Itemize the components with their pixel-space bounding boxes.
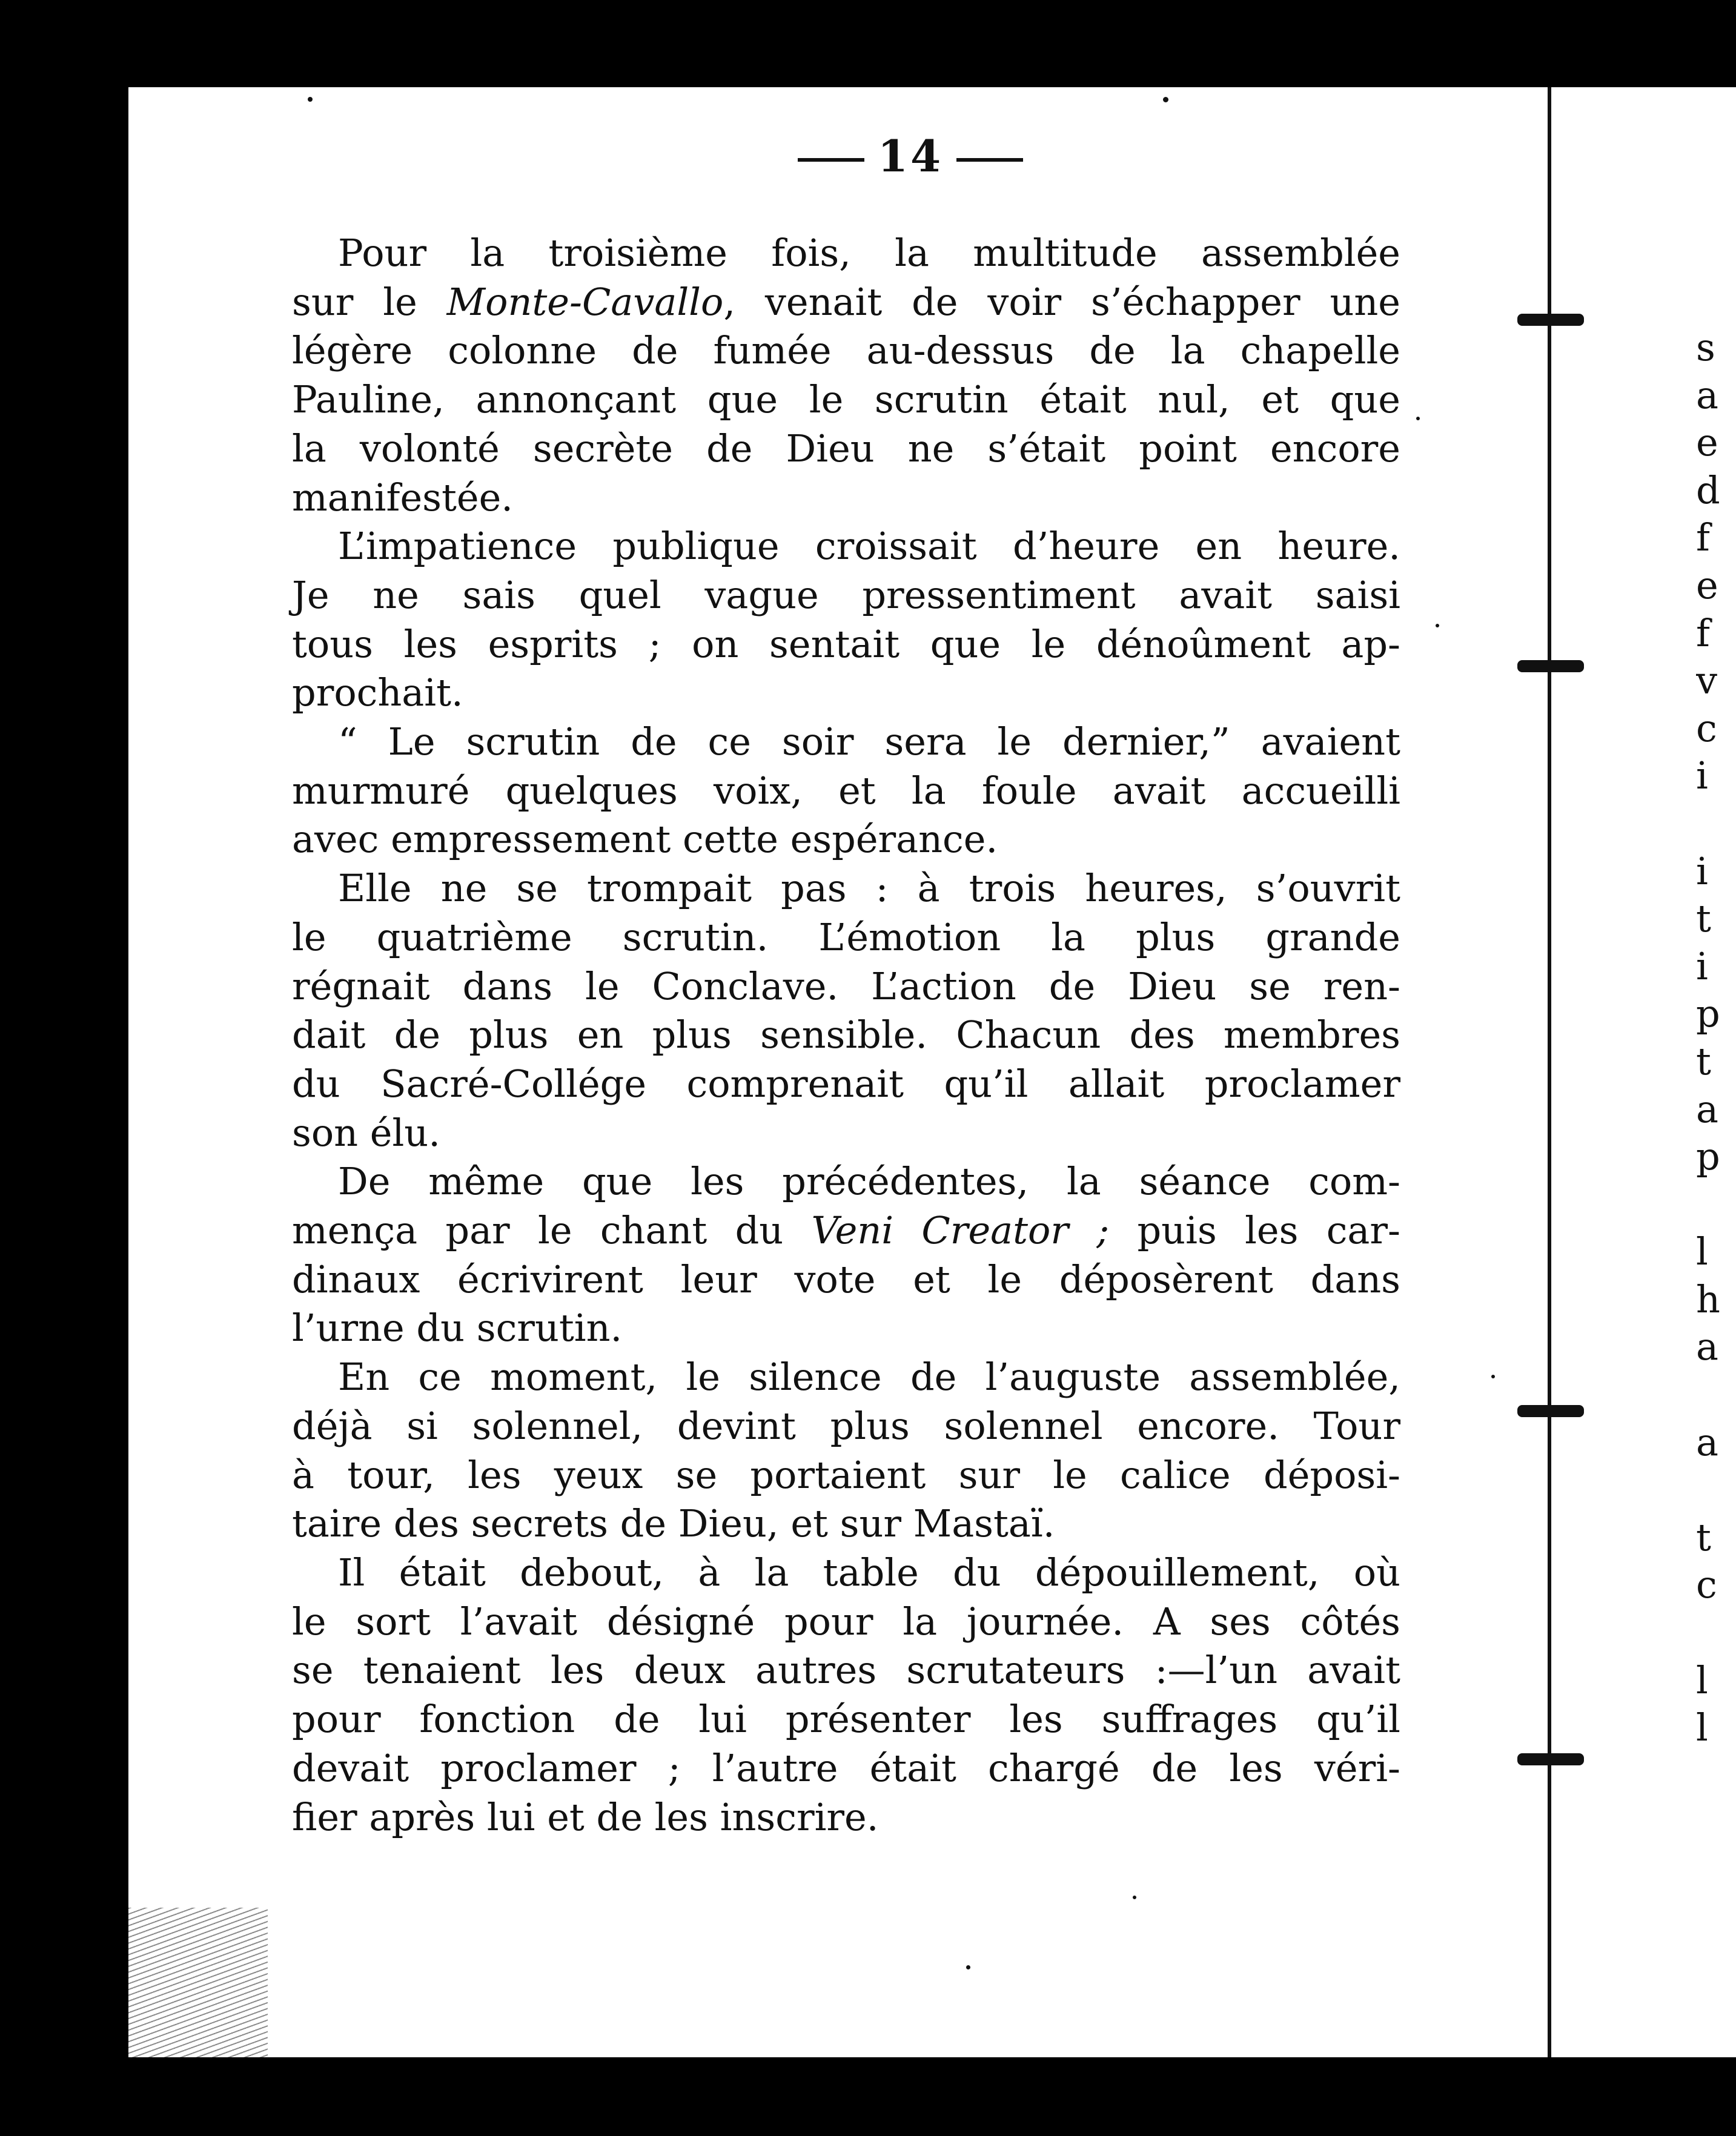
scan-speck — [1491, 1375, 1495, 1378]
gutter-mark — [1517, 1405, 1584, 1417]
text-line: la volonté secrète de Dieu ne s’était point encore — [292, 426, 1400, 471]
text-line: En ce moment, le silence de l’auguste assemblée, — [338, 1355, 1400, 1400]
adjacent-page-letter: c — [1696, 1562, 1717, 1607]
text-line: manifestée. — [292, 475, 513, 520]
italic-text: Monte-Cavallo — [446, 279, 724, 324]
text-line: l’urne du scrutin. — [292, 1306, 623, 1351]
adjacent-page-letter: h — [1696, 1277, 1720, 1321]
text-line: Je ne sais quel vague pressentiment avait saisi — [292, 572, 1400, 617]
adjacent-page-letter — [1696, 800, 1736, 848]
text-line: fier après lui et de les inscrire. — [292, 1794, 879, 1839]
adjacent-page-letter: s — [1696, 325, 1715, 369]
text-line: le quatrième scrutin. L’émotion la plus grande — [292, 914, 1400, 959]
text-segment: , venait de voir s’échapper une — [723, 279, 1400, 324]
adjacent-page-letter — [1696, 1371, 1736, 1419]
text-line: “ Le scrutin de ce soir sera le dernier,” avaient — [338, 719, 1400, 764]
adjacent-page-letter: t — [1696, 1039, 1711, 1083]
adjacent-page-letter: c — [1696, 706, 1717, 750]
text-line: L’impatience publique croissait d’heure en heure. — [338, 524, 1400, 569]
page-number-dash-right — [956, 158, 1023, 162]
gutter-mark — [1517, 1753, 1584, 1765]
text-line: son élu. — [292, 1110, 440, 1155]
text-line: tous les esprits ; on sentait que le dénoûment ap- — [292, 621, 1400, 666]
adjacent-page-letter: d — [1696, 468, 1720, 512]
text-line: déjà si solennel, devint plus solennel encore. Tour — [292, 1403, 1400, 1448]
adjacent-page-letter: l — [1696, 1658, 1708, 1702]
adjacent-page-letter: a — [1696, 372, 1718, 417]
page-number-dash-left — [798, 158, 864, 162]
text-line: pour fonction de lui présenter les suffrages qu’il — [292, 1697, 1400, 1742]
text-segment: mença par le chant du — [292, 1208, 812, 1253]
text-line: légère colonne de fumée au-dessus de la chapelle — [292, 328, 1400, 373]
page-corner-scan-noise — [128, 1908, 268, 2057]
text-line: murmuré quelques voix, et la foule avait accueilli — [292, 768, 1400, 813]
adjacent-page-letter: a — [1696, 1086, 1718, 1131]
page-number — [0, 130, 1736, 182]
text-line: Il était debout, à la table du dépouillement, où — [338, 1550, 1400, 1595]
adjacent-page-letter: p — [1696, 991, 1720, 1036]
text-line: prochait. — [292, 670, 463, 715]
adjacent-page-edge — [1696, 324, 1736, 1752]
text-line: se tenaient les deux autres scrutateurs :—l’un avait — [292, 1648, 1400, 1693]
adjacent-page-letter: i — [1696, 753, 1708, 798]
text-line: régnait dans le Conclave. L’action de Dieu se ren- — [292, 964, 1400, 1008]
adjacent-page-letter: i — [1696, 944, 1708, 988]
text-segment: sur le — [292, 279, 447, 324]
scan-speck — [1163, 97, 1168, 102]
adjacent-page-letter: l — [1696, 1705, 1708, 1750]
scan-speck — [1436, 624, 1439, 627]
adjacent-page-letter: e — [1696, 420, 1718, 465]
text-line: dait de plus en plus sensible. Chacun des membres — [292, 1013, 1400, 1057]
text-line: dinaux écrivirent leur vote et le déposèrent dans — [292, 1257, 1400, 1301]
scan-speck — [966, 1965, 970, 1969]
adjacent-page-letter: e — [1696, 563, 1718, 607]
adjacent-page-letter: a — [1696, 1420, 1718, 1464]
adjacent-page-letter: l — [1696, 1229, 1708, 1274]
page-number-value: 14 — [877, 130, 944, 182]
scan-speck — [1416, 417, 1420, 420]
adjacent-page-letter: p — [1696, 1134, 1720, 1179]
text-line — [292, 1206, 1400, 1255]
text-line: le sort l’avait désigné pour la journée. A ses côtés — [292, 1599, 1400, 1644]
text-line: Pauline, annonçant que le scrutin était nul, et que — [292, 377, 1400, 422]
adjacent-page-letter — [1696, 1466, 1736, 1514]
text-line: du Sacré-Collége comprenait qu’il allait proclamer — [292, 1061, 1400, 1106]
gutter-mark — [1517, 314, 1584, 326]
text-line: avec empressement cette espérance. — [292, 817, 998, 862]
text-line: Pour la troisième fois, la multitude assemblée — [338, 231, 1400, 275]
text-line: devait proclamer ; l’autre était chargé de les véri- — [292, 1745, 1400, 1790]
italic-text: Veni Creator ; — [811, 1208, 1110, 1253]
adjacent-page-letter: t — [1696, 896, 1711, 941]
adjacent-page-letter: v — [1696, 658, 1718, 703]
text-line: à tour, les yeux se portaient sur le calice déposi- — [292, 1452, 1400, 1497]
text-line: De même que les précédentes, la séance com- — [338, 1159, 1400, 1204]
adjacent-page-letter — [1696, 1181, 1736, 1229]
text-line — [292, 278, 1400, 327]
adjacent-page-letter — [1696, 1609, 1736, 1657]
adjacent-page-letter: i — [1696, 848, 1708, 893]
adjacent-page-letter: f — [1696, 515, 1710, 560]
text-segment: puis les car- — [1109, 1208, 1400, 1253]
adjacent-page-letter: f — [1696, 610, 1710, 655]
scan-speck — [1133, 1896, 1136, 1899]
scan-speck — [308, 97, 313, 102]
text-line: taire des secrets de Dieu, et sur Mastaï. — [292, 1501, 1055, 1546]
adjacent-page-letter: t — [1696, 1515, 1711, 1559]
gutter-mark — [1517, 660, 1584, 672]
adjacent-page-letter: a — [1696, 1324, 1718, 1369]
text-line: Elle ne se trompait pas : à trois heures, s’ouvrit — [338, 866, 1400, 911]
body-text — [292, 229, 1400, 1842]
